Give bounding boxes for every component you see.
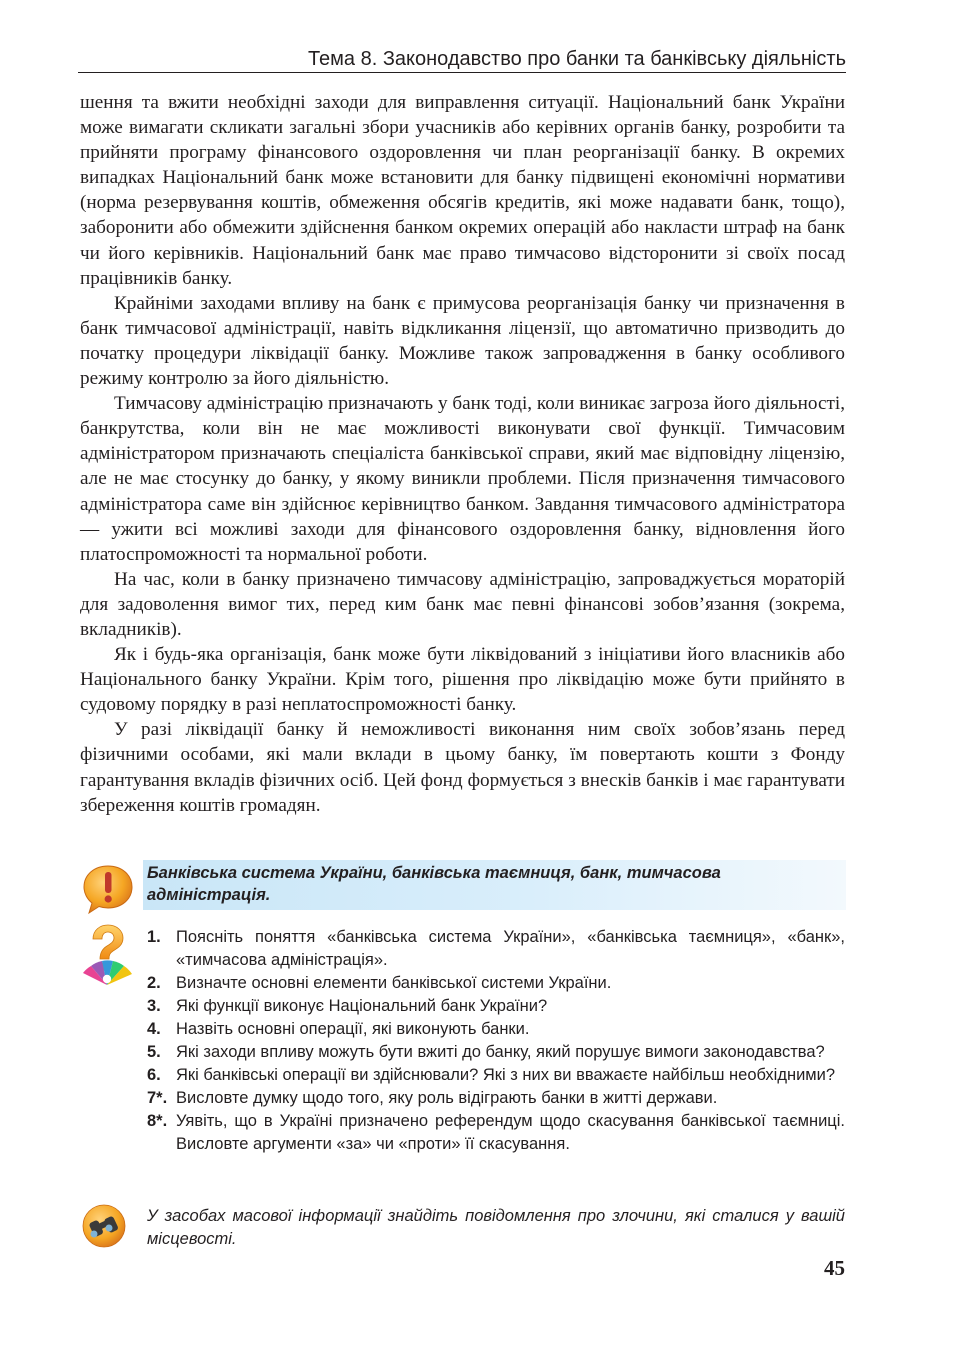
- list-item: [147, 995, 845, 1018]
- question-number: 1.: [147, 928, 161, 946]
- key-terms-section: [80, 858, 846, 914]
- paragraph: Як і будь-яка організація, банк може бути ліквідований з ініціативи його власників або Національного банку України. Крім того, рішення про ліквідацію може бути прийнято в судовому порядку в разі неплатоспроможності банку.: [80, 644, 845, 716]
- question-text: Які банківські операції ви здійснювали? Які з них ви вважаєте найбільш необхідними?: [176, 1066, 836, 1084]
- task-text: У засобах масової інформації знайдіть повідомлення про злочини, які сталися у вашій місцевості.: [147, 1207, 845, 1248]
- question-mark-icon: [80, 924, 134, 986]
- paragraph: У разі ліквідації банку й неможливості виконання ним своїх зобов’язань перед фізичними особами, які мали вклади в цьому банку, їм повертають кошти з Фонду гарантування вкладів фізичних осіб. Цей фонд формується з внесків банків і має гарантувати збереження коштів громадян.: [80, 719, 845, 816]
- question-text: Поясніть поняття «банківська система України», «банківська таємниця», «банк», «тимчасова адміністрація».: [176, 928, 845, 969]
- question-text: Висловте думку щодо того, яку роль відіграють банки в житті держави.: [176, 1089, 718, 1107]
- exclamation-bubble-icon: [82, 864, 134, 916]
- question-number: 3.: [147, 997, 161, 1015]
- paragraph: Тимчасову адміністрацію призначають у банк тоді, коли виникає загроза його діяльності, банкрутства, коли він не має можливості виконувати свої функції. Тимчасовим адміністратором призначають спеціаліста банківської справи, який має відповідну ліцензію, але не має стосунку до банку, у якому виникли проблеми. Після призначення тимчасового адміністратора саме він здійснює керівництво банком. Завдання тимчасового адміністратора — ужити всі можливі заходи для фінансового оздоровлення банку, відновлення його платоспроможності та нормальної роботи.: [80, 393, 845, 565]
- question-number: 8*.: [147, 1112, 168, 1130]
- question-text: Назвіть основні операції, які виконують банки.: [176, 1020, 530, 1038]
- key-terms-text: Банківська система України, банківська таємниця, банк, тимчасова адміністрація.: [147, 864, 721, 904]
- question-text: Які заходи впливу можуть бути вжиті до банку, який порушує вимоги законодавства?: [176, 1043, 825, 1061]
- question-number: 7*.: [147, 1089, 168, 1107]
- page-number: 45: [824, 1256, 845, 1280]
- running-header: [78, 46, 846, 73]
- list-item: [147, 926, 845, 972]
- list-item: [147, 1064, 845, 1087]
- question-number: 6.: [147, 1066, 161, 1084]
- question-text: Уявіть, що в Україні призначено референдум щодо скасування банківської таємниці. Висловте аргументи «за» чи «проти» її скасування.: [176, 1112, 845, 1153]
- list-item: [147, 1110, 845, 1156]
- question-number: 4.: [147, 1020, 161, 1038]
- question-number: 5.: [147, 1043, 161, 1061]
- list-item: [147, 1041, 845, 1064]
- binoculars-icon: [82, 1204, 126, 1248]
- question-text: Які функції виконує Національний банк України?: [176, 997, 548, 1015]
- list-item: [147, 972, 845, 995]
- paragraph: Крайніми заходами впливу на банк є примусова реорганізація банку чи призначення в банк тимчасової адміністрації, навіть відкликання ліцензії, що автоматично призводить до початку процедури ліквідації банку. Можливе також запровадження в банку особливого режиму контролю за його діяльністю.: [80, 292, 845, 390]
- question-text: Визначте основні елементи банківської системи України.: [176, 974, 612, 992]
- paragraph: шення та вжити необхідні заходи для виправлення ситуації. Національний банк України може вимагати скликати загальні збори учасників або керівних органів банку, розробити та прийняти програму фінансового оздоровлення чи план реорганізації банку. В окремих випадках Національний банк може встановити для банку підвищені економічні нормативи (норма резервування коштів, обмеження обсягів кредитів, які може надавати банк, тощо), заборонити або обмежити здійснення банком окремих операцій або накласти штраф на банк чи його керівників. Національний банк має право тимчасово відсторонити зі своїх посад працівників банку.: [80, 92, 845, 289]
- header-title: Тема 8. Законодавство про банки та банківську діяльність: [307, 48, 846, 70]
- question-number: 2.: [147, 974, 161, 992]
- list-item: [147, 1018, 845, 1041]
- questions-list: [147, 926, 845, 1156]
- list-item: [147, 1087, 845, 1110]
- paragraph: На час, коли в банку призначено тимчасову адміністрацію, запроваджується мораторій для задоволення вимог тих, перед ким банк має певні фінансові зобов’язання (зокрема, вкладників).: [80, 568, 845, 640]
- main-text: [80, 90, 845, 818]
